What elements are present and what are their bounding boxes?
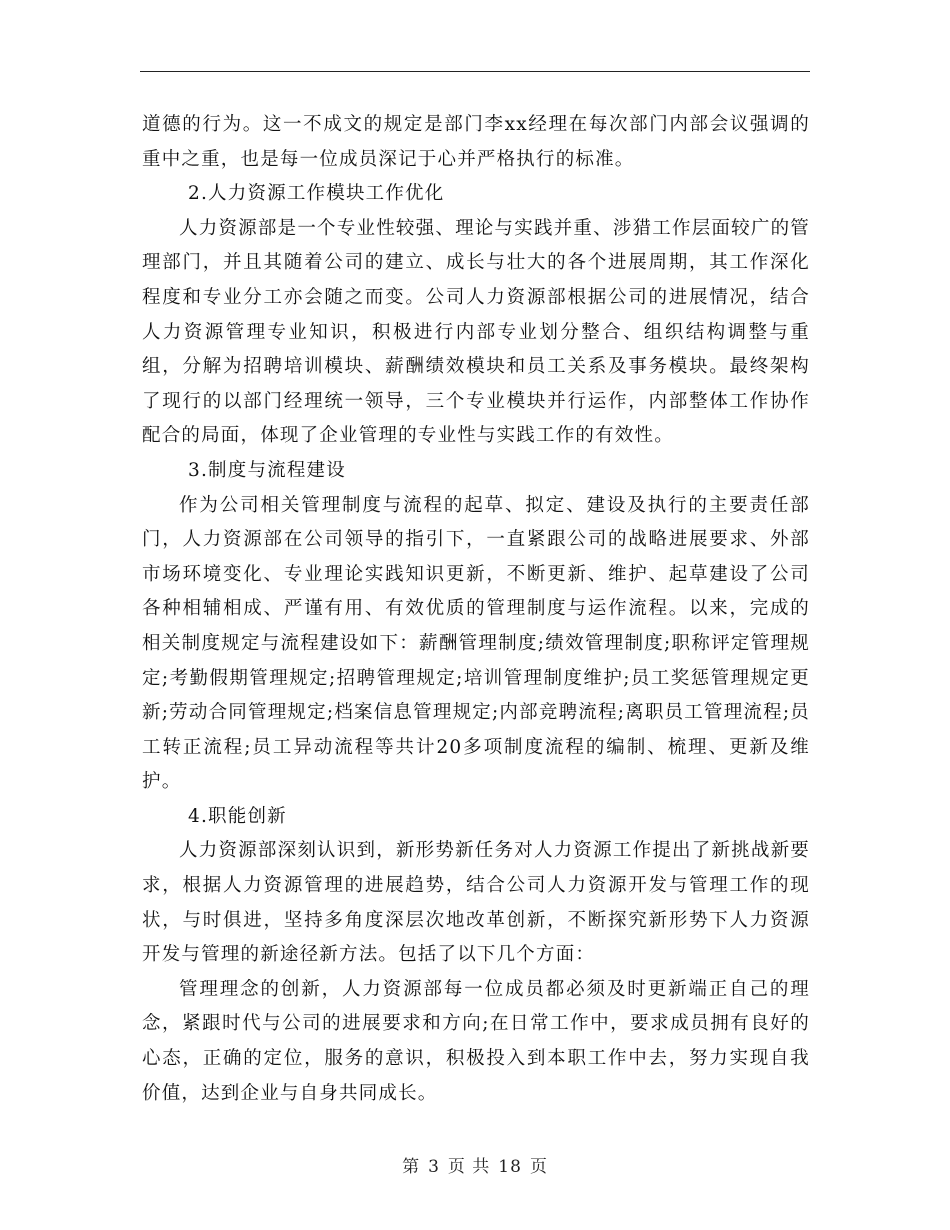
footer-suffix: 页 [529,1157,548,1177]
paragraph-management-concept: 管理理念的创新，人力资源部每一位成员都必须及时更新端正自己的理念，紧跟时代与公司的进展要求和方向;在日常工作中，要求成员拥有良好的心态，正确的定位，服务的意识，积极投入到本职工作中去，努力实现自我价值，达到企业与自身共同成长。 [142,978,810,1104]
paragraph-system-process: 作为公司相关管理制度与流程的起草、拟定、建设及执行的主要责任部门，人力资源部在公司领导的指引下，一直紧跟公司的战略进展要求、外部市场环境变化、专业理论实践知识更新，不断更新、维护、起草建设了公司各种相辅相成、严谨有用、有效优质的管理制度与运作流程。以来，完成的相关制度规定与流程建设如下：薪酬管理制度;绩效管理制度;职称评定管理规定;考勤假期管理规定;招聘管理规定;培训管理制度维护;员工奖惩管理规定更新;劳动合同管理规定;档案信息管理规定;内部竞聘流程;离职员工管理流程;员工转正流程;员工异动流程等共计20多项制度流程的编制、梳理、更新及维护。 [142,494,810,793]
footer-prefix: 第 [402,1157,421,1177]
section-heading-4: 4.职能创新 [188,805,287,827]
page-footer [0,1152,950,1177]
header-rule [140,71,810,72]
paragraph-hr-modules: 人力资源部是一个专业性较强、理论与实践并重、涉猎工作层面较广的管理部门，并且其随着公司的建立、成长与壮大的各个进展周期，其工作深化程度和专业分工亦会随之而变。公司人力资源部根据公司的进展情况，结合人力资源管理专业知识，积极进行内部专业划分整合、组织结构调整与重组，分解为招聘培训模块、薪酬绩效模块和员工关系及事务模块。最终架构了现行的以部门经理统一领导，三个专业模块并行运作，内部整体工作协作配合的局面，体现了企业管理的专业性与实践工作的有效性。 [142,217,810,447]
paragraph-innovation: 人力资源部深刻认识到，新形势新任务对人力资源工作提出了新挑战新要求，根据人力资源管理的进展趋势，结合公司人力资源开发与管理工作的现状，与时俱进，坚持多角度深层次地改革创新，不断探究新形势下人力资源开发与管理的新途径新方法。包括了以下几个方面： [142,840,810,966]
body-text [142,108,810,1111]
section-heading-3: 3.制度与流程建设 [188,459,346,481]
footer-page-number: 3 [428,1157,440,1177]
paragraph-continuation: 道德的行为。这一不成文的规定是部门李xx经理在每次部门内部会议强调的重中之重，也是每一位成员深记于心并严格执行的标准。 [142,114,810,170]
footer-total-pages: 18 [498,1157,522,1177]
footer-middle: 页 共 [447,1157,491,1177]
section-heading-2: 2.人力资源工作模块工作优化 [188,183,445,205]
